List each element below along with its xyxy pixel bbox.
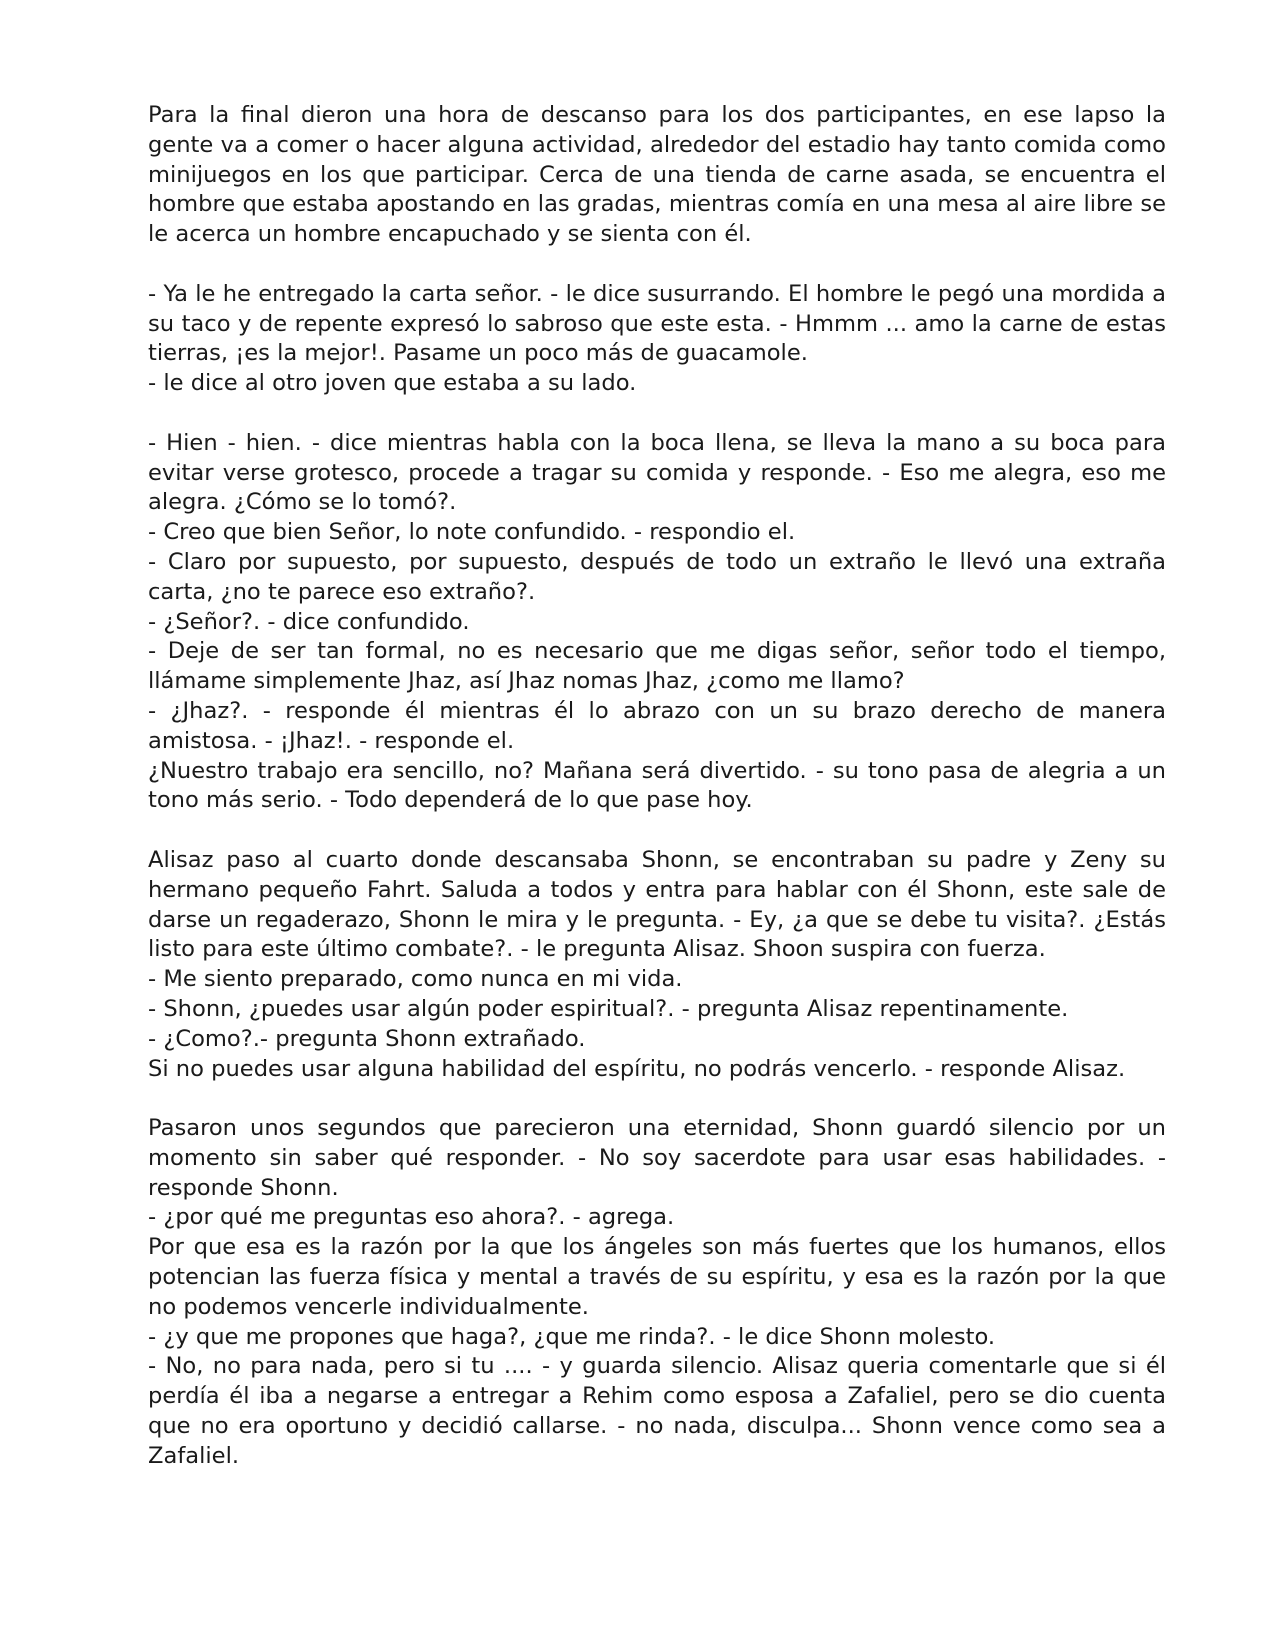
paragraph-spacer — [148, 816, 1166, 846]
paragraph: Si no puedes usar alguna habilidad del espíritu, no podrás vencerlo. - responde Alisaz. — [148, 1055, 1126, 1082]
paragraph: - ¿por qué me preguntas eso ahora?. - agrega. — [148, 1204, 675, 1231]
paragraph: - Creo que bien Señor, lo note confundido. - respondio el. — [148, 519, 796, 546]
paragraph: - ¿Señor?. - dice confundido. — [148, 608, 470, 635]
paragraph: Por que esa es la razón por la que los ángeles son más fuertes que los humanos, ellos potencian las fuerza física y mental a través de su espíritu, y esa es la razón por la que no podemos vencerle individualmente. — [148, 1234, 1166, 1320]
paragraph-spacer — [148, 399, 1166, 429]
paragraph: - Hien - hien. - dice mientras habla con la boca llena, se lleva la mano a su boca para evitar verse grotesco, procede a tragar su comida y responde. - Eso me alegra, eso me alegra. ¿Cómo se lo tomó?. — [148, 429, 1166, 516]
paragraph: - No, no para nada, pero si tu .... - y guarda silencio. Alisaz queria comentarle que si él perdía él iba a negarse a entregar a Rehim como esposa a Zafaliel, pero se dio cuenta que no era oportuno y decidió callarse. - no nada, disculpa... Shonn vence como sea a Zafaliel. — [148, 1353, 1166, 1469]
paragraph: ¿Nuestro trabajo era sencillo, no? Mañana será divertido. - su tono pasa de alegria a un tono más serio. - Todo dependerá de lo que pase hoy. — [148, 757, 1166, 814]
paragraph-spacer — [148, 1084, 1166, 1114]
paragraph: - ¿Como?.- pregunta Shonn extrañado. — [148, 1025, 586, 1052]
paragraph: Alisaz paso al cuarto donde descansaba Shonn, se encontraban su padre y Zeny su hermano pequeño Fahrt. Saluda a todos y entra para hablar con él Shonn, este sale de darse un regaderazo, Shonn le mira y le pregunta. - Ey, ¿a que se debe tu visita?. ¿Estás listo para este último combate?. - le pregunta Alisaz. Shoon suspira con fuerza. — [148, 846, 1166, 963]
document-page — [148, 101, 1166, 1472]
paragraph: - le dice al otro joven que estaba a su lado. — [148, 370, 637, 397]
paragraph: - Shonn, ¿puedes usar algún poder espiritual?. - pregunta Alisaz repentinamente. — [148, 995, 1069, 1022]
paragraph: - ¿y que me propones que haga?, ¿que me rinda?. - le dice Shonn molesto. — [148, 1323, 996, 1350]
paragraph: - Claro por supuesto, por supuesto, después de todo un extraño le llevó una extraña carta, ¿no te parece eso extraño?. — [148, 548, 1166, 605]
paragraph: Pasaron unos segundos que parecieron una eternidad, Shonn guardó silencio por un momento sin saber qué responder. - No soy sacerdote para usar esas habilidades. - responde Shonn. — [148, 1115, 1166, 1201]
paragraph: - Me siento preparado, como nunca en mi vida. — [148, 966, 683, 993]
paragraph: - Ya le he entregado la carta señor. - le dice susurrando. El hombre le pegó una mordida a su taco y de repente expresó lo sabroso que este esta. - Hmmm ... amo la carne de estas tierras, ¡es la mejor!. Pasame un poco más de guacamole. — [148, 280, 1166, 367]
paragraph: Para la final dieron una hora de descanso para los dos participantes, en ese lapso la gente va a comer o hacer alguna actividad, alrededor del estadio hay tanto comida como minijuegos en los que participar. Cerca de una tienda de carne asada, se encuentra el hombre que estaba apostando en las gradas, mientras comía en una mesa al aire libre se le acerca un hombre encapuchado y se sienta con él. — [148, 102, 1166, 248]
paragraph: - Deje de ser tan formal, no es necesario que me digas señor, señor todo el tiempo, llámame simplemente Jhaz, así Jhaz nomas Jhaz, ¿como me llamo? — [148, 638, 1166, 695]
paragraph-spacer — [148, 250, 1166, 280]
paragraph: - ¿Jhaz?. - responde él mientras él lo abrazo con un su brazo derecho de manera amistosa. - ¡Jhaz!. - responde el. — [148, 697, 1166, 754]
